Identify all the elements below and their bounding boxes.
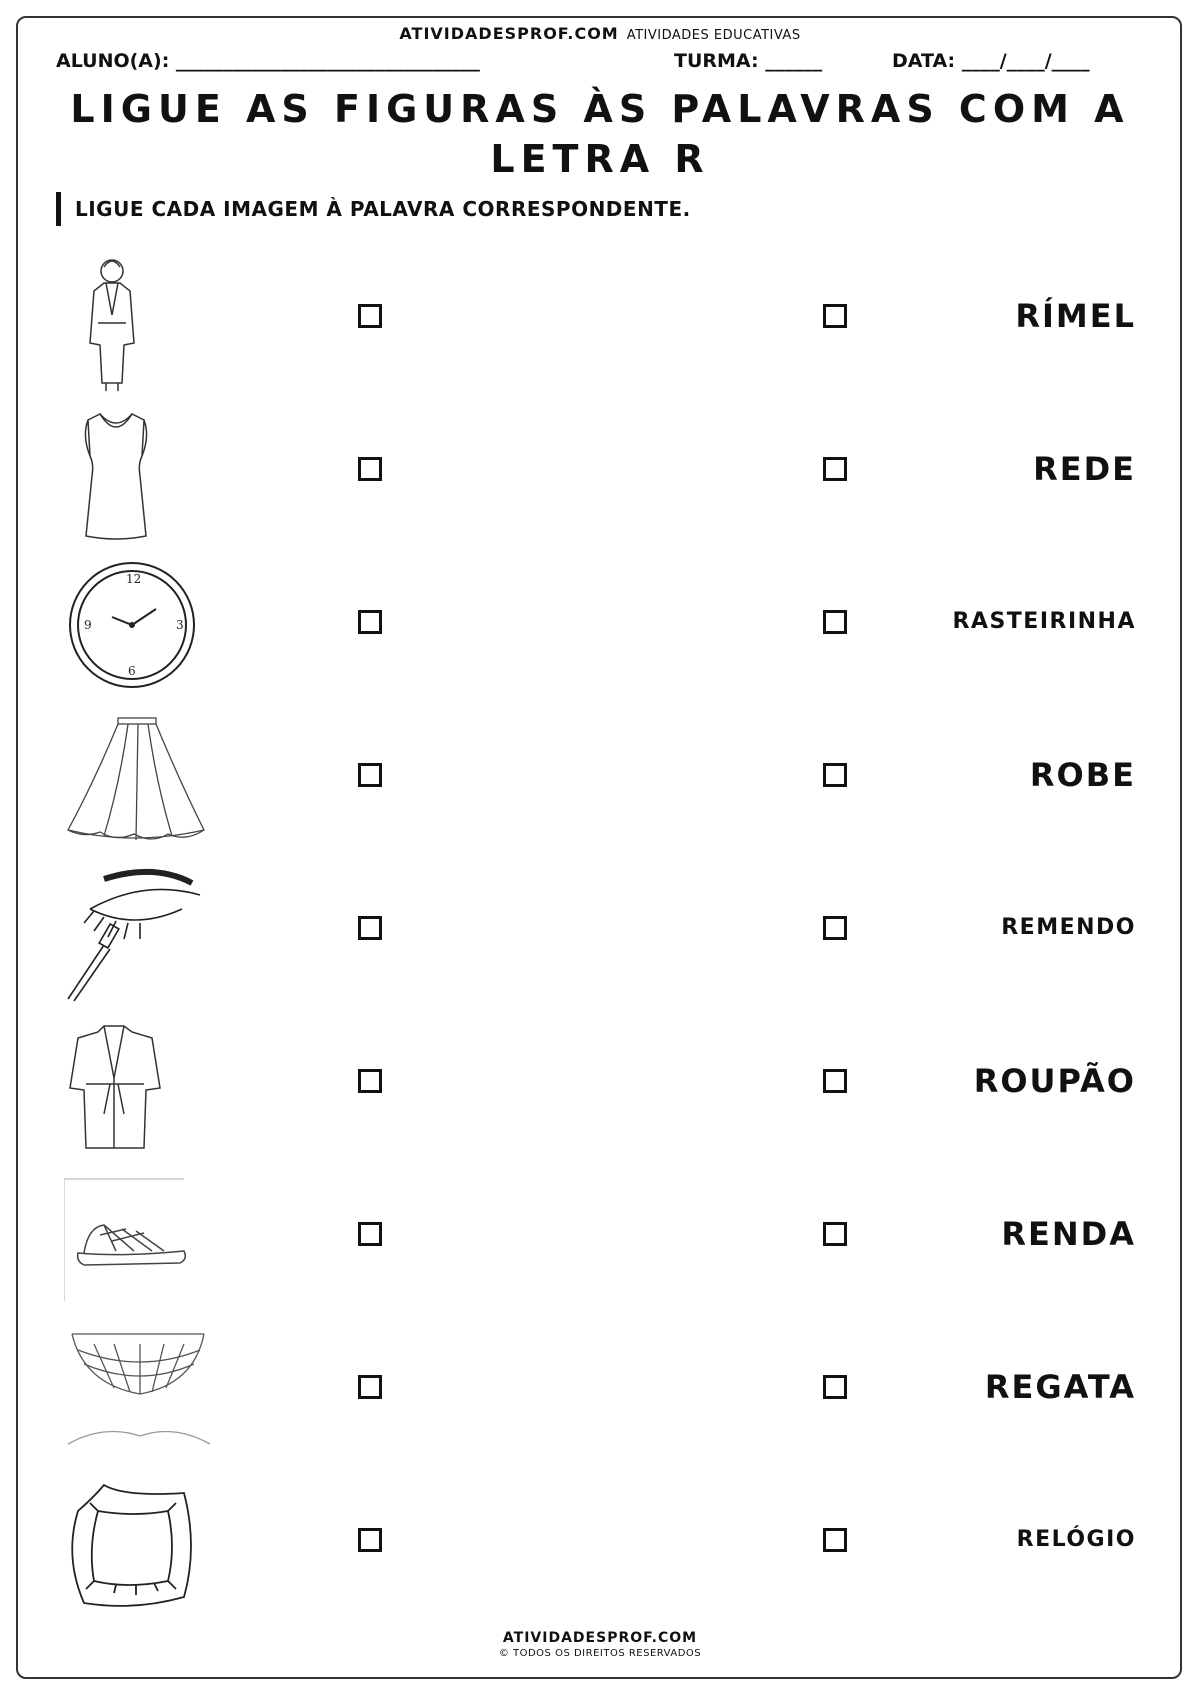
match-row <box>0 1472 1200 1622</box>
left-connect-checkbox[interactable] <box>358 1069 382 1093</box>
word-label: RÍMEL <box>1015 297 1136 335</box>
word-label: RENDA <box>1001 1215 1136 1253</box>
left-connect-checkbox[interactable] <box>358 763 382 787</box>
svg-text:12: 12 <box>126 572 142 586</box>
title-line-1: LIGUE AS FIGURAS ÀS PALAVRAS COM A <box>70 87 1130 131</box>
wall-clock-image <box>64 559 214 697</box>
footer-site: ATIVIDADESPROF.COM <box>502 1630 698 1646</box>
man-in-robe-image <box>64 253 214 391</box>
site-name: ATIVIDADESPROF.COM <box>399 24 619 43</box>
site-header <box>0 24 1200 43</box>
left-connect-checkbox[interactable] <box>358 1375 382 1399</box>
word-label: ROUPÃO <box>973 1062 1136 1100</box>
site-subtitle: ATIVIDADES EDUCATIVAS <box>626 28 801 43</box>
right-connect-checkbox[interactable] <box>823 1069 847 1093</box>
class-field[interactable]: TURMA: ______ <box>674 50 823 72</box>
word-label: RELÓGIO <box>1016 1527 1136 1552</box>
left-connect-checkbox[interactable] <box>358 610 382 634</box>
word-label: REDE <box>1033 450 1136 488</box>
bathrobe-image <box>64 1018 214 1156</box>
match-row <box>0 1166 1200 1316</box>
left-connect-checkbox[interactable] <box>358 916 382 940</box>
match-row <box>0 1013 1200 1163</box>
page-title <box>60 84 1140 184</box>
right-connect-checkbox[interactable] <box>823 763 847 787</box>
left-connect-checkbox[interactable] <box>358 304 382 328</box>
right-connect-checkbox[interactable] <box>823 1528 847 1552</box>
hammock-image <box>64 1324 214 1462</box>
right-connect-checkbox[interactable] <box>823 1222 847 1246</box>
svg-text:3: 3 <box>176 618 184 632</box>
right-connect-checkbox[interactable] <box>823 1375 847 1399</box>
student-fields <box>56 50 1146 78</box>
right-connect-checkbox[interactable] <box>823 457 847 481</box>
eye-mascara-image <box>64 865 214 1003</box>
left-connect-checkbox[interactable] <box>358 1222 382 1246</box>
student-name-field[interactable]: ALUNO(A): ________________________________ <box>56 50 480 72</box>
left-connect-checkbox[interactable] <box>358 457 382 481</box>
patched-pillow-image <box>64 1477 214 1615</box>
match-row <box>0 554 1200 704</box>
word-label: REGATA <box>984 1368 1136 1406</box>
right-connect-checkbox[interactable] <box>823 610 847 634</box>
lace-skirt-image <box>64 712 214 850</box>
match-row <box>0 707 1200 857</box>
word-label: RASTEIRINHA <box>952 609 1136 634</box>
svg-text:9: 9 <box>84 618 92 632</box>
match-row <box>0 860 1200 1010</box>
match-row <box>0 248 1200 398</box>
sandal-image <box>64 1171 214 1309</box>
match-row <box>0 1319 1200 1469</box>
title-line-2: LETRA R <box>490 137 710 181</box>
page-footer <box>0 1630 1200 1659</box>
date-field[interactable]: DATA: ____/____/____ <box>892 50 1090 72</box>
word-label: ROBE <box>1029 756 1136 794</box>
svg-text:6: 6 <box>128 664 136 678</box>
right-connect-checkbox[interactable] <box>823 916 847 940</box>
footer-rights: © TODOS OS DIREITOS RESERVADOS <box>498 1648 702 1659</box>
tank-top-image <box>64 406 214 544</box>
right-connect-checkbox[interactable] <box>823 304 847 328</box>
word-label: REMENDO <box>1001 915 1136 940</box>
left-connect-checkbox[interactable] <box>358 1528 382 1552</box>
instruction-text: LIGUE CADA IMAGEM À PALAVRA CORRESPONDENTE. <box>56 192 691 226</box>
match-row <box>0 401 1200 551</box>
